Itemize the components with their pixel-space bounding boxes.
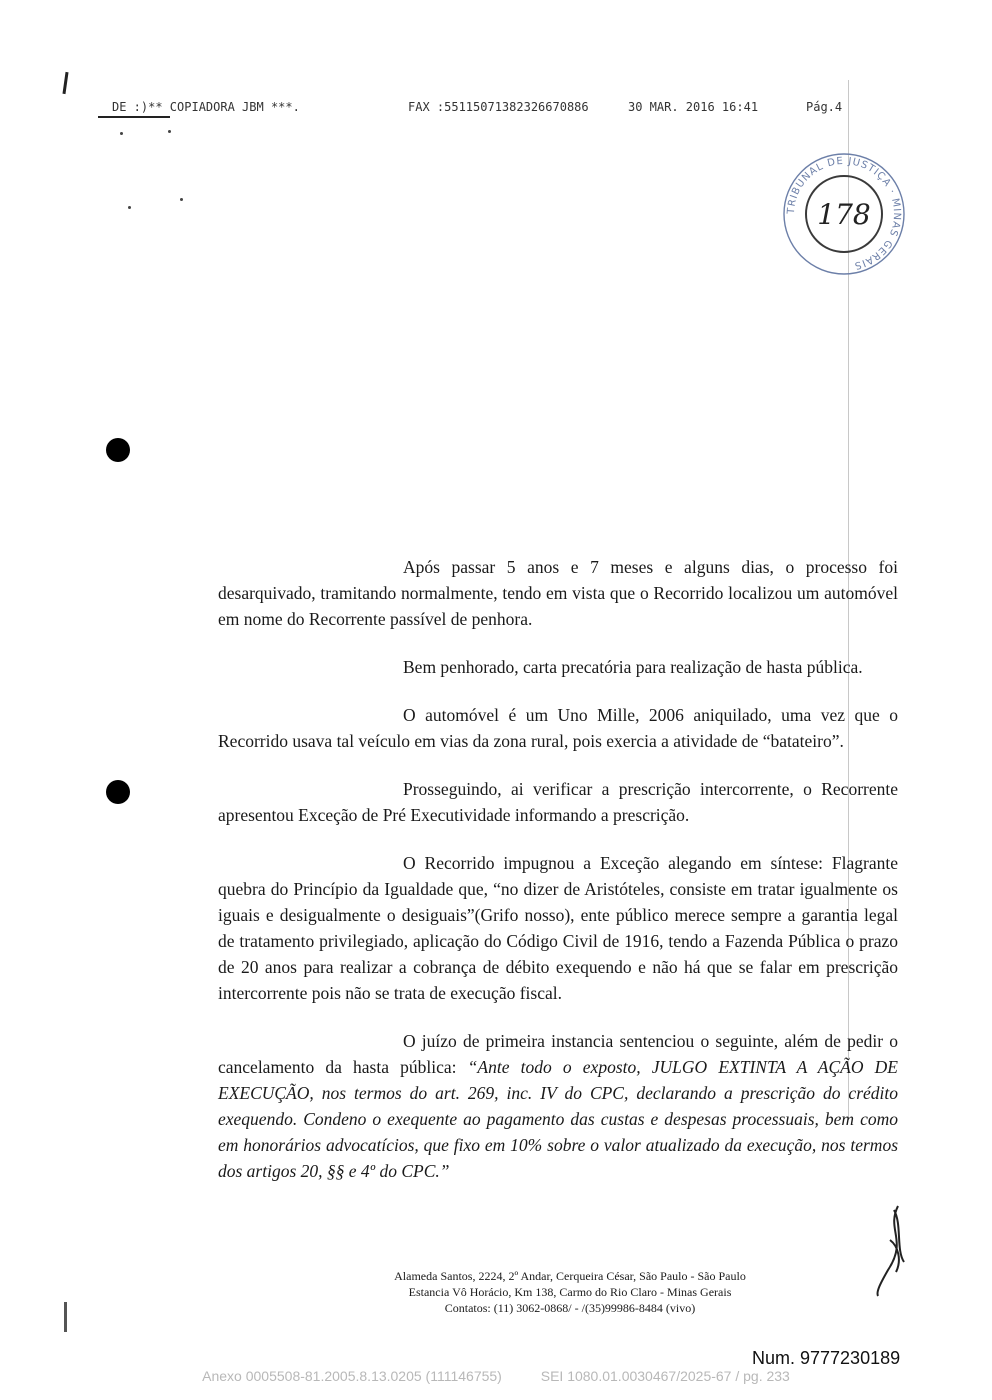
fax-underline — [98, 116, 170, 118]
seal-number: 178 — [817, 198, 871, 231]
scan-speck — [128, 206, 131, 209]
document-body — [218, 554, 898, 1206]
fax-header — [112, 100, 852, 118]
fax-sender: DE :)** COPIADORA JBM ***. — [112, 100, 300, 114]
seal-ring-text: TRIBUNAL DE JUSTIÇA · MINAS GERAIS — [785, 155, 903, 271]
judgment-paragraph — [218, 1028, 898, 1184]
fax-page: Pág.4 — [806, 100, 843, 114]
paragraph: O automóvel é um Uno Mille, 2006 aniquilado, uma vez que o Recorrido usava tal veículo em vias da zona rural, pois exercia a atividade de “batateiro”. — [218, 705, 898, 751]
binder-hole — [106, 780, 130, 804]
signature — [868, 1200, 918, 1300]
judgment-quote: “Ante todo o exposto, JULGO EXTINTA A AÇÃO DE EXECUÇÃO, nos termos do art. 269, inc. IV do CPC, declarando a prescrição do crédito exequendo. Condeno o exequente ao pagamento das custas e despesas processuais, bem como em honorários advocatícios, que fixo em 10% sobre o valor atualizado da execução, nos termos dos artigos 20, §§ e 4º do CPC.” — [218, 1057, 898, 1181]
paragraph: Bem penhorado, carta precatória para realização de hasta pública. — [403, 657, 863, 677]
scan-speck — [180, 198, 183, 201]
footer-line: Contatos: (11) 3062-0868/ - /(35)99986-8484 (vivo) — [444, 1301, 696, 1315]
paragraph: Após passar 5 anos e 7 meses e alguns dias, o processo foi desarquivado, tramitando normalmente, tendo em vista que o Recorrido localizou um automóvel em nome do Recorrente passível de penhora. — [218, 557, 898, 629]
footer-line: Estancia Vô Horácio, Km 138, Carmo do Rio Claro - Minas Gerais — [408, 1285, 732, 1299]
court-seal — [780, 150, 908, 278]
footer-address — [340, 1268, 800, 1316]
document-number: Num. 9777230189 — [752, 1348, 901, 1368]
fax-number: FAX :55115071382326670886 — [408, 100, 589, 114]
scan-mark — [62, 72, 68, 94]
scan-mark — [64, 1302, 67, 1332]
fax-date: 30 MAR. 2016 16:41 — [628, 100, 759, 114]
annex-watermark: Anexo 0005508-81.2005.8.13.0205 (111146755) SEI 1080.01.0030467/2025-67 / pg. 233 — [202, 1368, 790, 1384]
paragraph: Prosseguindo, ai verificar a prescrição intercorrente, o Recorrente apresentou Exceção de Pré Executividade informando a prescrição. — [218, 779, 898, 825]
paragraph: O Recorrido impugnou a Exceção alegando em síntese: Flagrante quebra do Princípio da Igualdade que, “no dizer de Aristóteles, consiste em tratar igualmente os iguais e desigualmente o desiguais”(Grifo nosso), ente público merece sempre a garantia legal de tratamento privilegiado, aplicação do Código Civil de 1916, tendo a Fazenda Pública o prazo de 20 anos para realizar a cobrança de débito exequendo e não há que se falar em prescrição intercorrente pois não se trata de execução fiscal. — [218, 853, 898, 1003]
footer-line: Alameda Santos, 2224, 2º Andar, Cerqueira César, São Paulo - São Paulo — [394, 1269, 746, 1283]
binder-hole — [106, 438, 130, 462]
judgment-intro: O juízo de primeira instancia sentenciou o seguinte, além de pedir o cancelamento da hasta pública: — [218, 1031, 898, 1077]
scan-speck — [168, 130, 171, 133]
